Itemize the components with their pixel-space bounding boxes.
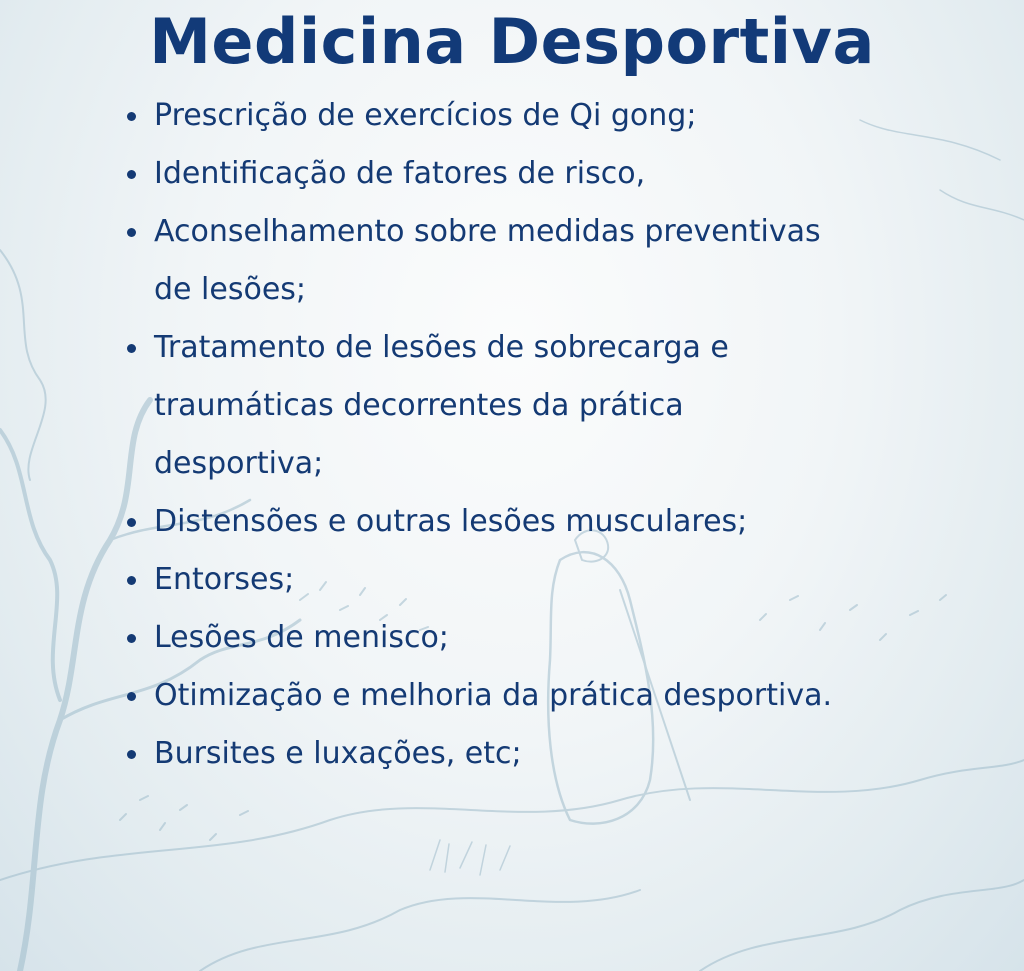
list-item-text: Entorses;	[154, 562, 295, 597]
bullet-icon	[127, 112, 136, 121]
list-item-text: Distensões e outras lesões musculares;	[154, 504, 748, 539]
list-item	[126, 667, 986, 725]
list-item-text: desportiva;	[154, 446, 324, 481]
bullet-icon	[127, 634, 136, 643]
list-item	[126, 493, 986, 551]
list-item	[126, 725, 986, 783]
bullet-icon	[127, 228, 136, 237]
bullet-icon	[127, 344, 136, 353]
bullet-icon	[127, 692, 136, 701]
list-item-text: Aconselhamento sobre medidas preventivas	[154, 214, 821, 249]
list-item-text: Identificação de fatores de risco,	[154, 156, 646, 191]
list-item-text: Prescrição de exercícios de Qi gong;	[154, 98, 697, 133]
bullet-icon	[127, 170, 136, 179]
bullet-icon	[127, 750, 136, 759]
page-title: Medicina Desportiva	[149, 5, 875, 78]
list-item	[126, 609, 986, 667]
list-item-text: Tratamento de lesões de sobrecarga e	[154, 330, 729, 365]
list-item	[126, 145, 986, 203]
list-item	[126, 87, 986, 145]
treatment-list	[126, 87, 986, 783]
list-item-text: Bursites e luxações, etc;	[154, 736, 522, 771]
list-item-text: de lesões;	[154, 272, 307, 307]
list-item-text: Otimização e melhoria da prática desportiva.	[154, 678, 833, 713]
list-item	[126, 203, 986, 319]
list-item-text: Lesões de menisco;	[154, 620, 449, 655]
bullet-icon	[127, 576, 136, 585]
list-item	[126, 551, 986, 609]
list-item-text: traumáticas decorrentes da prática	[154, 388, 684, 423]
bullet-icon	[127, 518, 136, 527]
list-item	[126, 319, 986, 493]
